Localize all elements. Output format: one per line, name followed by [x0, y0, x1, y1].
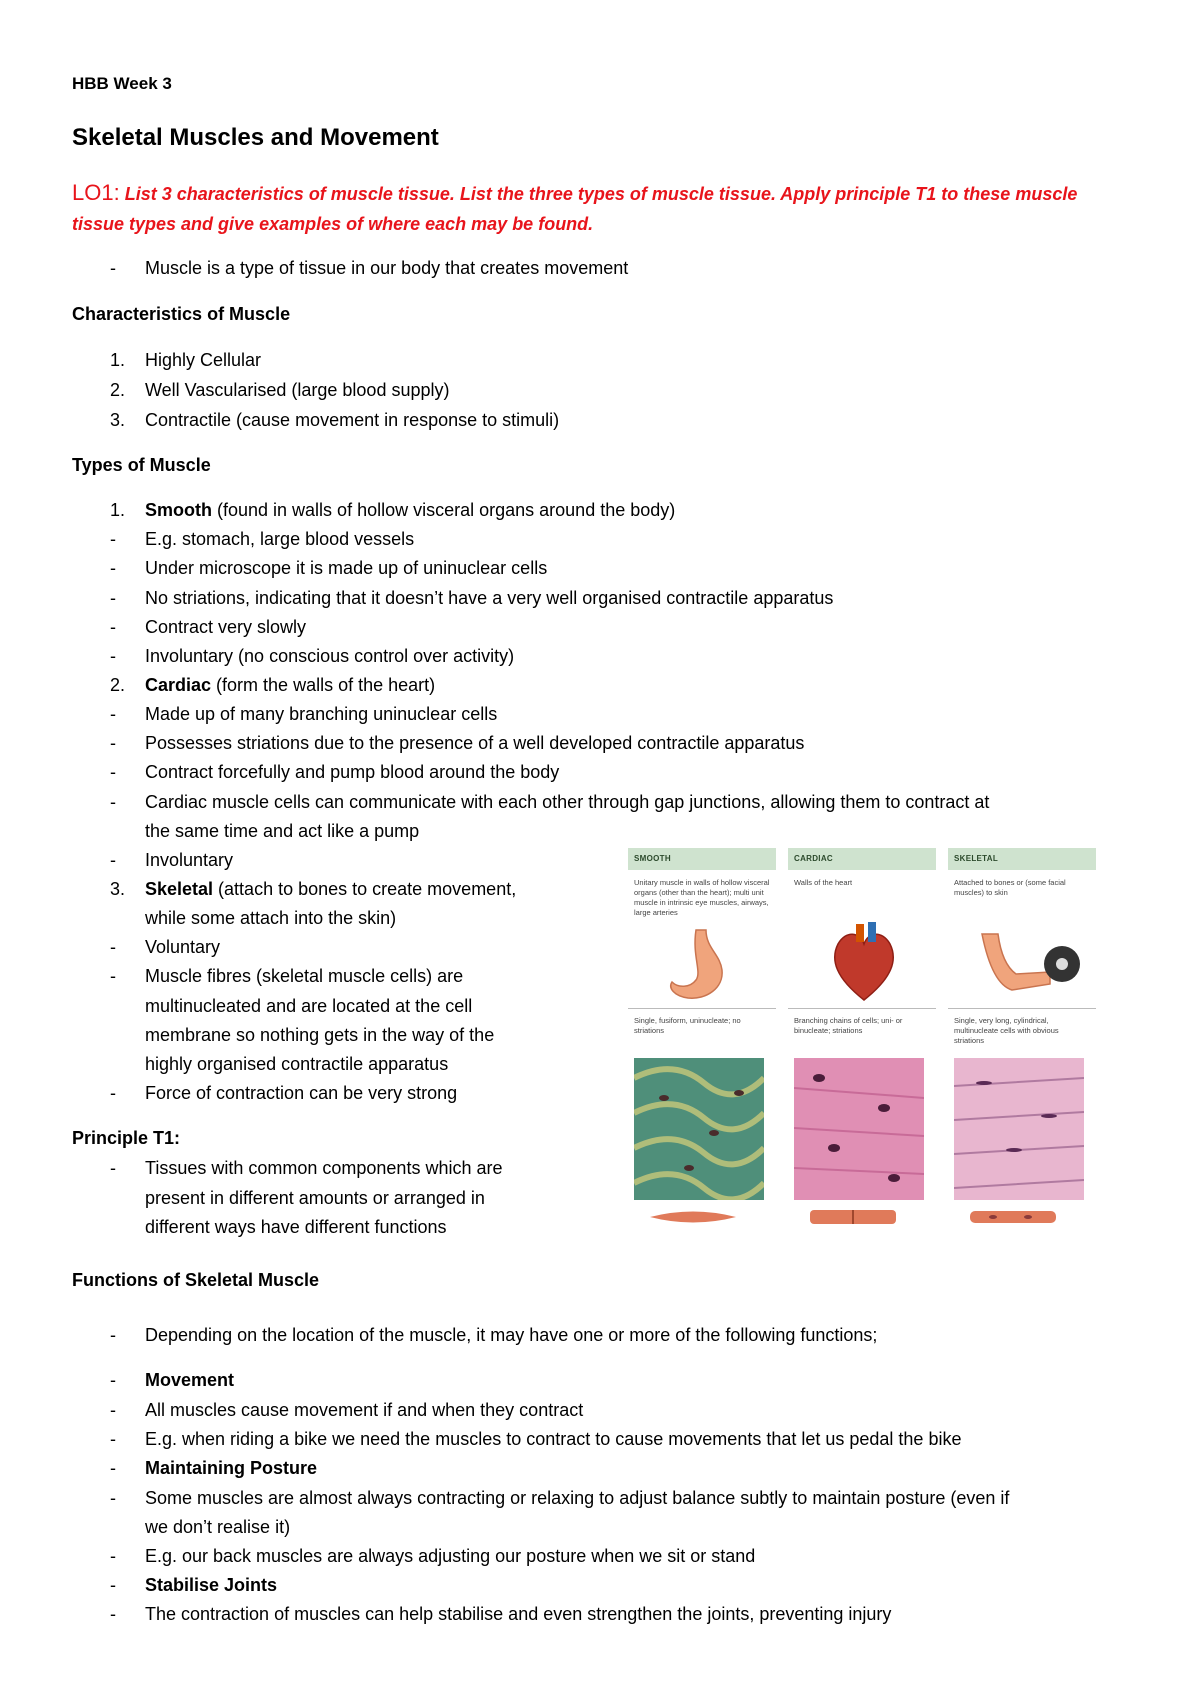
figure-cardiac-column — [788, 848, 936, 1236]
list-number: 3. — [110, 879, 126, 899]
figure-header: SMOOTH — [628, 848, 776, 870]
skeletal-cell-icon — [968, 1208, 1058, 1226]
skeletal-point: Voluntary — [145, 937, 221, 957]
cardiac-cell-icon — [808, 1208, 898, 1226]
list-number: 1. — [110, 500, 126, 520]
function-posture: Maintaining Posture — [145, 1458, 318, 1478]
principle-line: Tissues with common components which are — [145, 1158, 503, 1178]
functions-intro: Depending on the location of the muscle, it may have one or more of the following functions; — [145, 1325, 878, 1345]
characteristic-item: Highly Cellular — [145, 350, 262, 370]
skeletal-point-continued: membrane so nothing gets in the way of the — [145, 1025, 495, 1045]
bullet-dash: - — [110, 1488, 116, 1508]
cardiac-point: Contract forcefully and pump blood around the body — [145, 762, 560, 782]
bullet-dash: - — [110, 258, 116, 278]
bullet-dash: - — [110, 588, 116, 608]
bullet-dash: - — [110, 1546, 116, 1566]
cardiac-point: Involuntary — [145, 850, 234, 870]
arm-dumbbell-icon — [972, 924, 1082, 1004]
figure-location: Walls of the heart — [794, 878, 853, 887]
smooth-cell-icon — [648, 1208, 738, 1226]
function-point: E.g. our back muscles are always adjusting our posture when we sit or stand — [145, 1546, 756, 1566]
cardiac-point: Cardiac muscle cells can communicate with each other through gap junctions, allowing them to contract at — [145, 792, 990, 812]
smooth-point: No striations, indicating that it doesn’t have a very well organised contractile apparatus — [145, 588, 834, 608]
smooth-point: Under microscope it is made up of uninuclear cells — [145, 558, 548, 578]
figure-divider — [628, 1008, 776, 1009]
bullet-dash: - — [110, 1458, 116, 1478]
bullet-dash: - — [110, 762, 116, 782]
bullet-dash: - — [110, 1325, 116, 1345]
bullet-dash: - — [110, 966, 116, 986]
week-label: HBB Week 3 — [72, 74, 172, 93]
figure-location: Unitary muscle in walls of hollow visceral organs (other than the heart); multi unit muscle in intrinsic eye muscles, airways, large arteries — [634, 878, 770, 917]
page-title: Skeletal Muscles and Movement — [72, 124, 439, 151]
characteristic-item: Contractile (cause movement in response to stimuli) — [145, 410, 560, 430]
figure-cell-description: Single, fusiform, uninucleate; no striations — [634, 1016, 741, 1035]
bullet-dash: - — [110, 1604, 116, 1624]
figure-divider — [948, 1008, 1096, 1009]
cardiac-desc: (form the walls of the heart) — [211, 675, 436, 695]
function-point: E.g. when riding a bike we need the muscles to contract to cause movements that let us pedal the bike — [145, 1429, 962, 1449]
figure-header: CARDIAC — [788, 848, 936, 870]
principle-line: present in different amounts or arranged in — [145, 1188, 485, 1208]
bullet-dash: - — [110, 733, 116, 753]
principle-line: different ways have different functions — [145, 1217, 447, 1237]
cardiac-point: Made up of many branching uninuclear cells — [145, 704, 498, 724]
smooth-desc: (found in walls of hollow visceral organs around the body) — [212, 500, 676, 520]
bullet-dash: - — [110, 529, 116, 549]
functions-heading: Functions of Skeletal Muscle — [72, 1270, 320, 1290]
figure-divider — [788, 1008, 936, 1009]
cardiac-line — [145, 675, 435, 696]
figure-cell-description: Branching chains of cells; uni- or binucleate; striations — [794, 1016, 903, 1035]
cardiac-point: Possesses striations due to the presence of a well developed contractile apparatus — [145, 733, 805, 753]
bullet-dash: - — [110, 850, 116, 870]
cardiac-micrograph-image — [794, 1058, 924, 1200]
bullet-dash: - — [110, 704, 116, 724]
skeletal-point: Muscle fibres (skeletal muscle cells) are — [145, 966, 464, 986]
skeletal-desc-continued: while some attach into the skin) — [145, 908, 397, 928]
smooth-point: Contract very slowly — [145, 617, 307, 637]
intro-text: Muscle is a type of tissue in our body that creates movement — [145, 258, 629, 278]
bullet-dash: - — [110, 1370, 116, 1390]
cardiac-point-continued: the same time and act like a pump — [145, 821, 420, 841]
list-number: 2. — [110, 380, 126, 400]
skeletal-point-continued: multinucleated and are located at the cell — [145, 996, 473, 1016]
figure-cell-description: Single, very long, cylindrical, multinucleate cells with obvious striations — [954, 1016, 1059, 1045]
skeletal-point-continued: highly organised contractile apparatus — [145, 1054, 449, 1074]
skeletal-line — [145, 879, 516, 900]
bullet-dash: - — [110, 1429, 116, 1449]
function-movement: Movement — [145, 1370, 235, 1390]
bullet-dash: - — [110, 1575, 116, 1595]
bullet-dash: - — [110, 646, 116, 666]
lo-text-2: tissue types and give examples of where each may be found. — [72, 214, 594, 234]
principle-heading: Principle T1: — [72, 1128, 181, 1148]
smooth-point: E.g. stomach, large blood vessels — [145, 529, 415, 549]
function-point: All muscles cause movement if and when they contract — [145, 1400, 584, 1420]
function-joints: Stabilise Joints — [145, 1575, 278, 1595]
function-point-continued: we don’t realise it) — [145, 1517, 291, 1537]
bullet-dash: - — [110, 617, 116, 637]
bullet-dash: - — [110, 792, 116, 812]
bullet-dash: - — [110, 1158, 116, 1178]
list-number: 2. — [110, 675, 126, 695]
figure-smooth-column — [628, 848, 776, 1236]
function-point: The contraction of muscles can help stabilise and even strengthen the joints, preventing injury — [145, 1604, 892, 1624]
characteristics-heading: Characteristics of Muscle — [72, 304, 291, 324]
figure-header: SKELETAL — [948, 848, 1096, 870]
list-number: 1. — [110, 350, 126, 370]
heart-icon — [828, 920, 900, 1004]
list-number: 3. — [110, 410, 126, 430]
bullet-dash: - — [110, 1083, 116, 1103]
skeletal-desc: (attach to bones to create movement, — [213, 879, 517, 899]
skeletal-name: Skeletal — [145, 879, 214, 899]
lo-tag: LO1: — [72, 180, 120, 205]
bullet-dash: - — [110, 1400, 116, 1420]
skeletal-micrograph-image — [954, 1058, 1084, 1200]
figure-location: Attached to bones or (some facial muscles) to skin — [954, 878, 1066, 897]
smooth-name: Smooth — [145, 500, 212, 520]
bullet-dash: - — [110, 558, 116, 578]
function-point: Some muscles are almost always contracting or relaxing to adjust balance subtly to maintain posture (even if — [145, 1488, 1010, 1508]
cardiac-name: Cardiac — [145, 675, 212, 695]
learning-objective-line-1 — [72, 180, 1077, 206]
types-heading: Types of Muscle — [72, 455, 211, 475]
skeletal-point: Force of contraction can be very strong — [145, 1083, 458, 1103]
lo-text-1: List 3 characteristics of muscle tissue. List the three types of muscle tissue. Apply principle T1 to these muscle — [124, 184, 1078, 204]
smooth-line — [145, 500, 675, 521]
muscle-types-figure — [628, 848, 1096, 1236]
bullet-dash: - — [110, 937, 116, 957]
stomach-icon — [662, 926, 742, 1006]
figure-skeletal-column — [948, 848, 1096, 1236]
smooth-point: Involuntary (no conscious control over activity) — [145, 646, 515, 666]
characteristic-item: Well Vascularised (large blood supply) — [145, 380, 450, 400]
smooth-micrograph-image — [634, 1058, 764, 1200]
